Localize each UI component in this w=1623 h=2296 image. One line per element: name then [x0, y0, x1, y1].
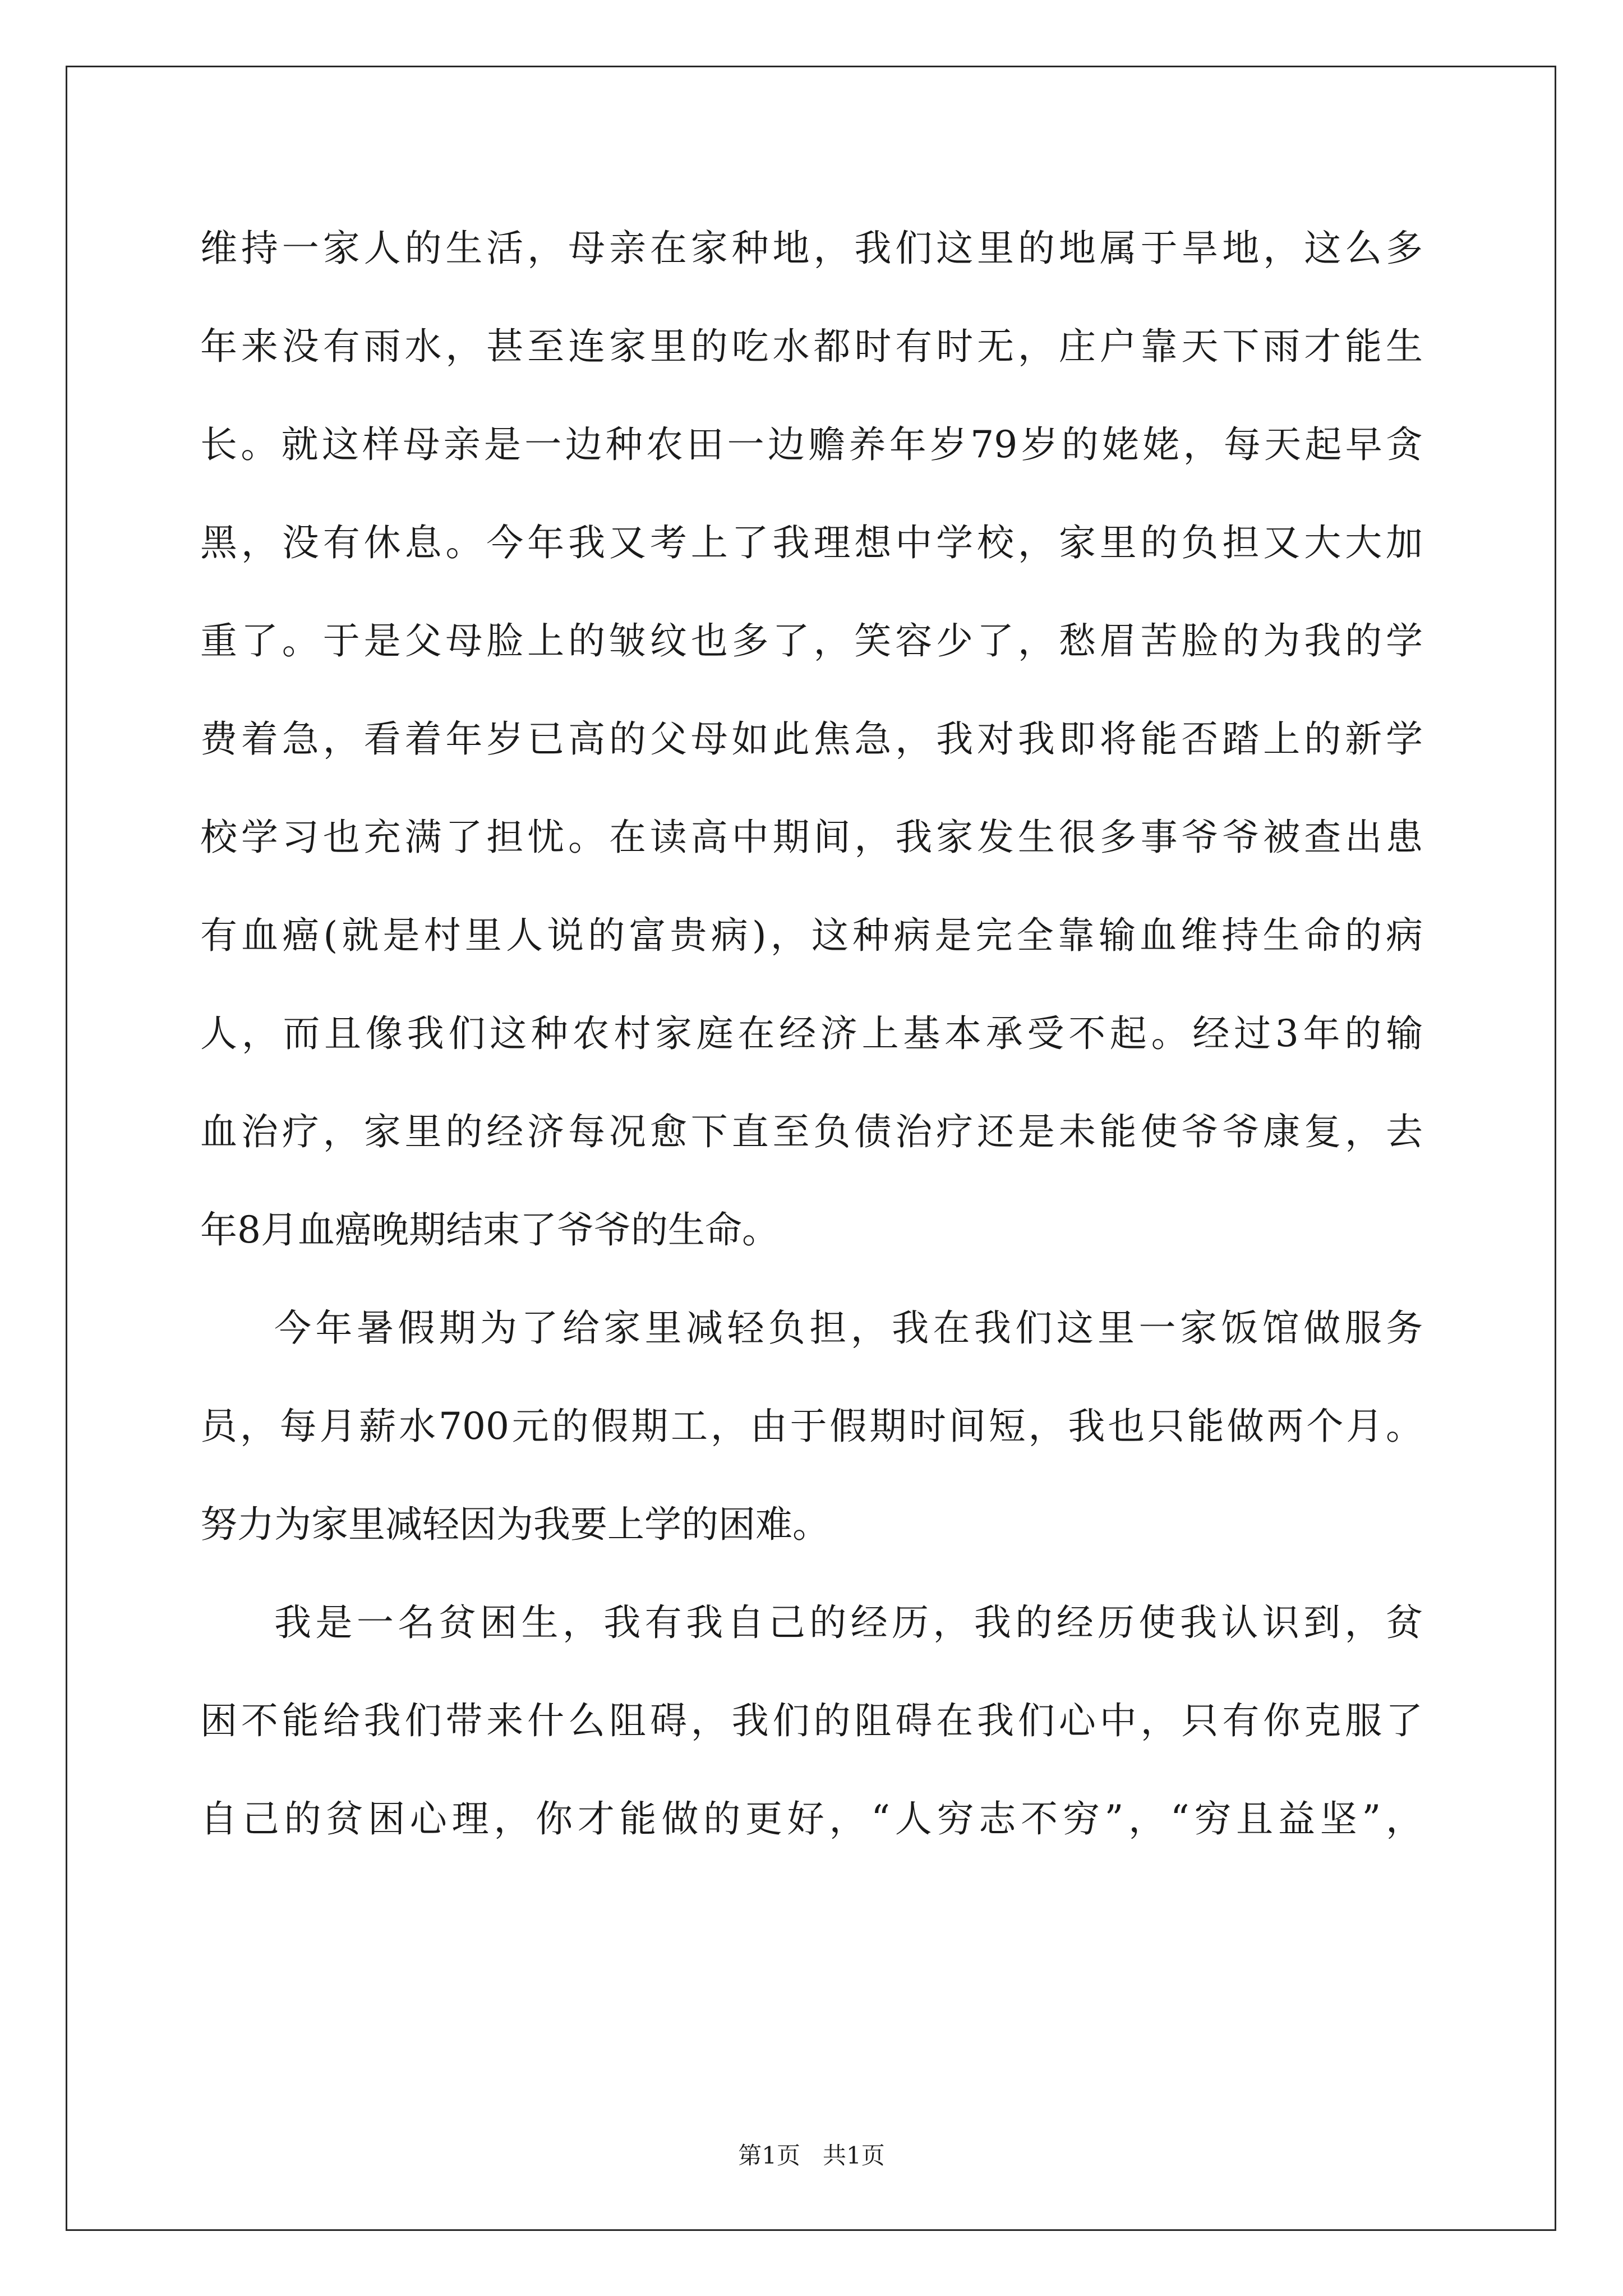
text-line: 年来没有雨水，甚至连家里的吃水都时有时无，庄户靠天下雨才能生 [200, 325, 1423, 368]
text-line: 血治疗，家里的经济每况愈下直至负债治疗还是未能使爷爷康复，去 [200, 1110, 1423, 1153]
text-line: 我是一名贫困生，我有我自己的经历，我的经历使我认识到，贫 [274, 1601, 1423, 1644]
document-body [200, 199, 1423, 1868]
text-line: 人，而且像我们这种农村家庭在经济上基本承受不起。经过3年的输 [200, 1012, 1423, 1055]
text-line: 重了。于是父母脸上的皱纹也多了，笑容少了，愁眉苦脸的为我的学 [200, 619, 1423, 662]
text-line: 长。就这样母亲是一边种农田一边赡养年岁79岁的姥姥，每天起早贪 [200, 423, 1423, 466]
text-line: 困不能给我们带来什么阻碍，我们的阻碍在我们心中，只有你克服了 [200, 1699, 1423, 1742]
text-line: 费着急，看着年岁已高的父母如此焦急，我对我即将能否踏上的新学 [200, 717, 1423, 761]
text-line: 今年暑假期为了给家里减轻负担，我在我们这里一家饭馆做服务 [274, 1306, 1423, 1350]
text-line: 校学习也充满了担忧。在读高中期间，我家发生很多事爷爷被查出患 [200, 816, 1423, 859]
text-line: 努力为家里减轻因为我要上学的困难。 [200, 1503, 829, 1546]
text-line: 有血癌(就是村里人说的富贵病)，这种病是完全靠输血维持生命的病 [200, 914, 1423, 957]
text-line: 自己的贫困心理，你才能做的更好，“人穷志不穷”，“穷且益坚”， [200, 1797, 1423, 1841]
text-line: 维持一家人的生活，母亲在家种地，我们这里的地属于旱地，这么多 [200, 227, 1423, 270]
footer-spacer [800, 2142, 823, 2169]
page-footer [0, 2142, 1623, 2170]
page-number-current: 第1页 [738, 2142, 800, 2169]
text-line: 年8月血癌晚期结束了爷爷的生命。 [200, 1208, 779, 1251]
text-line: 黑，没有休息。今年我又考上了我理想中学校，家里的负担又大大加 [200, 521, 1423, 564]
text-line: 员，每月薪水700元的假期工，由于假期时间短，我也只能做两个月。 [200, 1405, 1423, 1448]
page-number-total: 共1页 [823, 2142, 885, 2169]
